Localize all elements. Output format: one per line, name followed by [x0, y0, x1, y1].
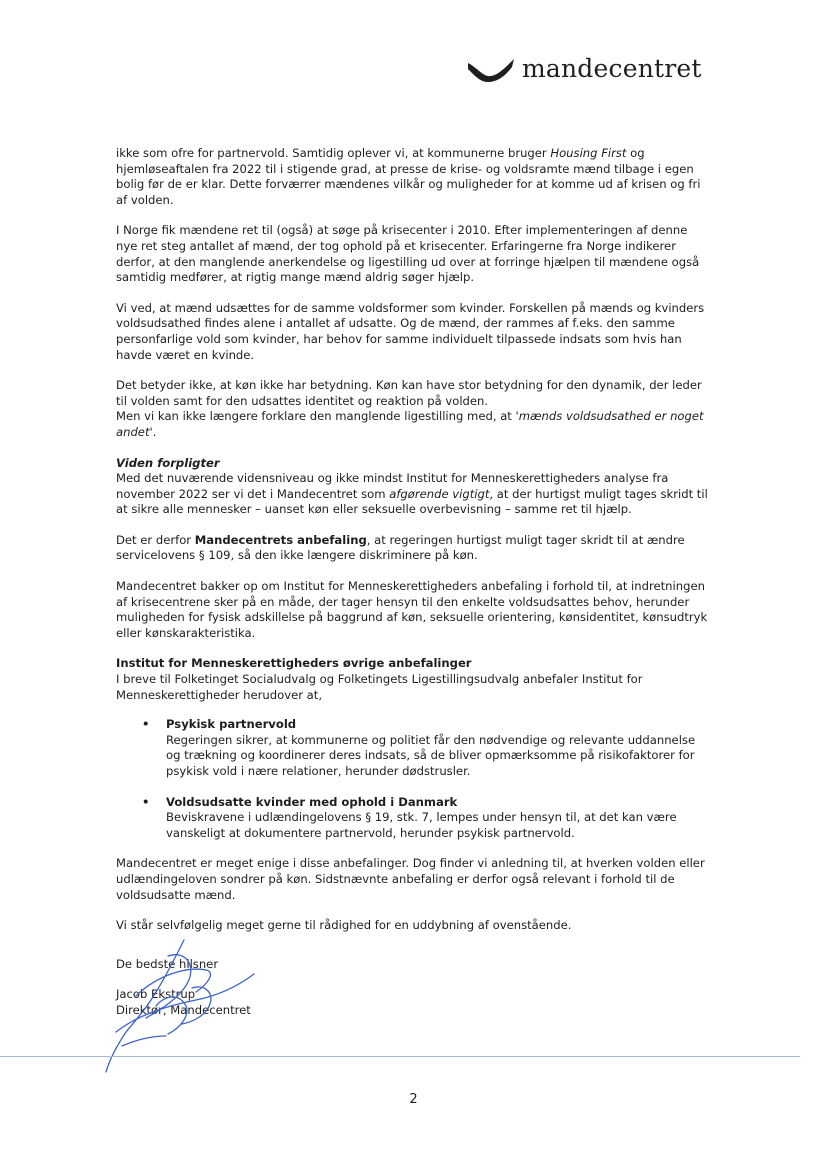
handwritten-signature-icon: [96, 936, 266, 1076]
paragraph: Vi står selvfølgelig meget gerne til rådighed for en uddybning af ovenstående.: [116, 918, 572, 933]
page-number: 2: [409, 1092, 418, 1107]
paragraph: Vi ved, at mænd udsættes for de samme voldsformer som kvinder. Forskellen på mænds og kvinders voldsudsathed findes alene i antallet af udsatte. Og de mænd, der rammes af f.eks. den samme personfarlige vold som kvinder, har behov for samme individuelt tilpassede indsats som hvis han havde været en kvinde.: [116, 300, 705, 362]
bullet-icon: •: [142, 794, 150, 809]
bullet-icon: •: [142, 717, 150, 732]
section-heading: Institut for Menneskerettigheders øvrige anbefalinger: [116, 656, 472, 671]
signatory-title: Direktør, Mandecentret: [116, 1003, 251, 1017]
list-item-text: Beviskravene i udlændingelovens § 19, stk. 7, lempes under hensyn til, at det kan være vanskeligt at dokumentere partnervold, herunder psykisk partnervold.: [166, 810, 677, 840]
paragraph: I Norge fik mændene ret til (også) at søge på krisecenter i 2010. Efter implementeringen af denne nye ret steg antallet af mænd, der tog ophold på et krisecenter. Erfaringerne fra Norge indikerer derfor, at den manglende anerkendelse og ligestilling ud over at forringe hjælpen til mændene også samtidig medfører, at rigtig mange mænd aldrig søger hjælp.: [116, 223, 700, 285]
list-item: [116, 717, 712, 779]
paragraph: Mandecentret er meget enige i disse anbefalinger. Dog finder vi anledning til, at hverken volden eller udlændingeloven sondrer på køn. Sidstnævnte anbefaling er derfor også relevant i forhold til de voldsudsatte mænd.: [116, 856, 705, 902]
paragraph: Det er derfor Mandecentrets anbefaling, at regeringen hurtigst muligt tager skridt til at ændre servicelovens § 109, så den ikke længere diskriminere på køn.: [116, 532, 685, 563]
logo-mark-icon: [466, 55, 516, 83]
list-item: [116, 795, 712, 842]
paragraph: Det betyder ikke, at køn ikke har betydning. Køn kan have stor betydning for den dynamik, der leder til volden samt for den udsattes identitet og reaktion på volden.: [116, 378, 702, 408]
paragraph: Med det nuværende vidensniveau og ikke mindst Institut for Menneskerettigheders analyse fra november 2022 ser vi det i Mandecentret som afgørende vigtigt, at der hurtigst muligt tages skridt til at sikre alle mennesker – uanset køn eller seksuelle overbevisning – samme ret til hjælp.: [116, 471, 708, 517]
logo-text: mandecentret: [522, 54, 702, 83]
paragraph: ikke som ofre for partnervold. Samtidig oplever vi, at kommunerne bruger Housing First og hjemløseaftalen fra 2022 til i stigende grad, at presse de krise- og voldsramte mænd tilbage i egen bolig før de er klar. Dette forværrer mændenes vilkår og muligheder for at komme ud af krisen og fri af volden.: [116, 146, 701, 207]
paragraph: Mandecentret bakker op om Institut for Menneskerettigheders anbefaling i forhold til, at indretningen af krisecentrene sker på en måde, der tager hensyn til den enkelte voldsudsattes behov, herunder muligheden for fysisk adskillelse på baggrund af køn, seksuelle orientering, kønsidentitet, kønsudtryk eller kønskarakteristika.: [116, 579, 708, 640]
list-item-text: Regeringen sikrer, at kommunerne og politiet får den nødvendige og relevante uddannelse og trækning og koordinerer deres indsats, så de bliver opmærksomme på risikofaktorer for psykisk vold i nære relationer, herunder dødstrusler.: [166, 732, 696, 778]
letter-body: [116, 146, 712, 949]
mandecentret-logo: [466, 54, 702, 83]
footer-divider: [0, 1056, 800, 1057]
section-heading: Viden forpligter: [116, 455, 220, 470]
list-item-title: Psykisk partnervold: [166, 717, 297, 732]
closing-greeting: De bedste hilsner: [116, 957, 219, 971]
list-item-title: Voldsudsatte kvinder med ophold i Danmark: [166, 794, 458, 809]
paragraph: Men vi kan ikke længere forklare den manglende ligestilling med, at 'mænds voldsudsathed er noget andet'.: [116, 409, 704, 439]
recommendation-list: [116, 717, 712, 841]
paragraph: I breve til Folketinget Socialudvalg og Folketingets Ligestillingsudvalg anbefaler Institut for Menneskerettigheder herudover at,: [116, 672, 643, 702]
signatory-name: Jacob Ekstrup: [116, 987, 196, 1001]
